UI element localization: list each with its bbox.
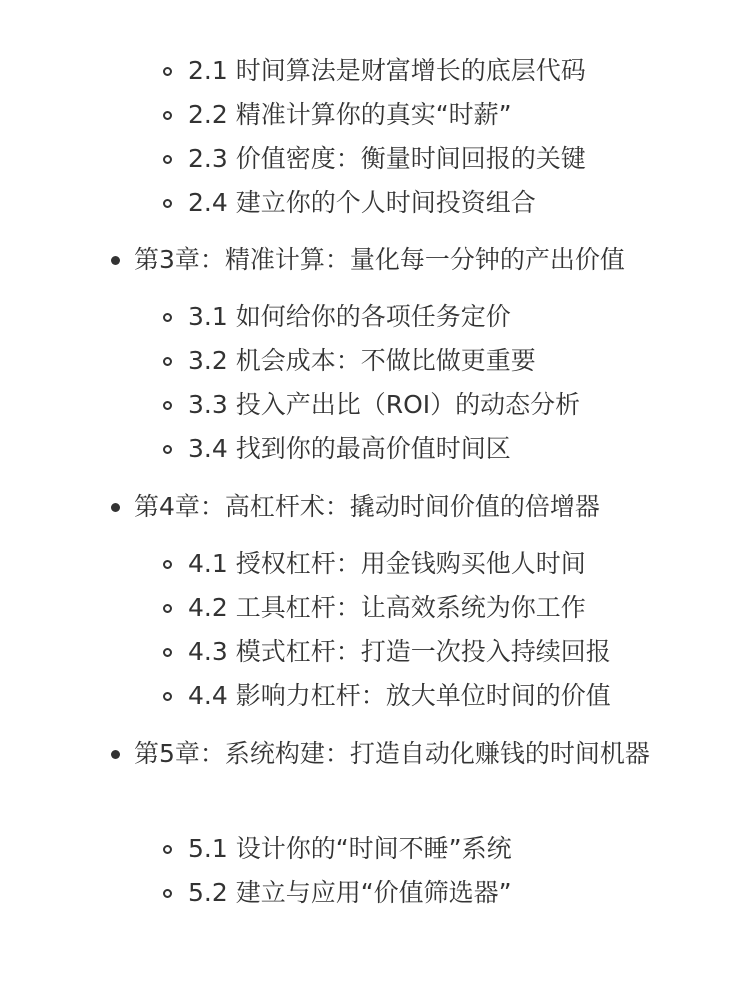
toc-chapter-3: 第3章：精准计算：量化每一分钟的产出价值 — [134, 245, 625, 274]
hollow-bullet-icon — [163, 560, 172, 569]
hollow-bullet-icon — [163, 845, 172, 854]
toc-subsection-5-2: 5.2 建立与应用“价值筛选器” — [188, 878, 512, 907]
toc-subsection-4-2: 4.2 工具杠杆：让高效系统为你工作 — [188, 593, 586, 622]
hollow-bullet-icon — [163, 445, 172, 454]
toc-subsection-5-1: 5.1 设计你的“时间不睡”系统 — [188, 834, 512, 863]
hollow-bullet-icon — [163, 313, 172, 322]
toc-subsection-3-1: 3.1 如何给你的各项任务定价 — [188, 302, 511, 331]
toc-subsection-2-2: 2.2 精准计算你的真实“时薪” — [188, 100, 512, 129]
toc-chapter-4: 第4章：高杠杆术：撬动时间价值的倍增器 — [134, 492, 600, 521]
toc-subsection-2-1: 2.1 时间算法是财富增长的底层代码 — [188, 56, 586, 85]
hollow-bullet-icon — [163, 604, 172, 613]
toc-subsection-3-3: 3.3 投入产出比（ROI）的动态分析 — [188, 390, 581, 419]
hollow-bullet-icon — [163, 67, 172, 76]
filled-bullet-icon — [111, 750, 120, 759]
hollow-bullet-icon — [163, 648, 172, 657]
toc-subsection-2-3: 2.3 价值密度：衡量时间回报的关键 — [188, 144, 586, 173]
toc-chapter-5: 第5章：系统构建：打造自动化赚钱的时间机器 — [134, 739, 650, 768]
toc-subsection-2-4: 2.4 建立你的个人时间投资组合 — [188, 188, 536, 217]
hollow-bullet-icon — [163, 401, 172, 410]
hollow-bullet-icon — [163, 357, 172, 366]
filled-bullet-icon — [111, 256, 120, 265]
hollow-bullet-icon — [163, 155, 172, 164]
hollow-bullet-icon — [163, 889, 172, 898]
toc-subsection-4-3: 4.3 模式杠杆：打造一次投入持续回报 — [188, 637, 611, 666]
hollow-bullet-icon — [163, 111, 172, 120]
toc-subsection-4-4: 4.4 影响力杠杆：放大单位时间的价值 — [188, 681, 611, 710]
toc-subsection-3-4: 3.4 找到你的最高价值时间区 — [188, 434, 511, 463]
toc-subsection-4-1: 4.1 授权杠杆：用金钱购买他人时间 — [188, 549, 586, 578]
hollow-bullet-icon — [163, 692, 172, 701]
filled-bullet-icon — [111, 503, 120, 512]
hollow-bullet-icon — [163, 199, 172, 208]
toc-subsection-3-2: 3.2 机会成本：不做比做更重要 — [188, 346, 536, 375]
